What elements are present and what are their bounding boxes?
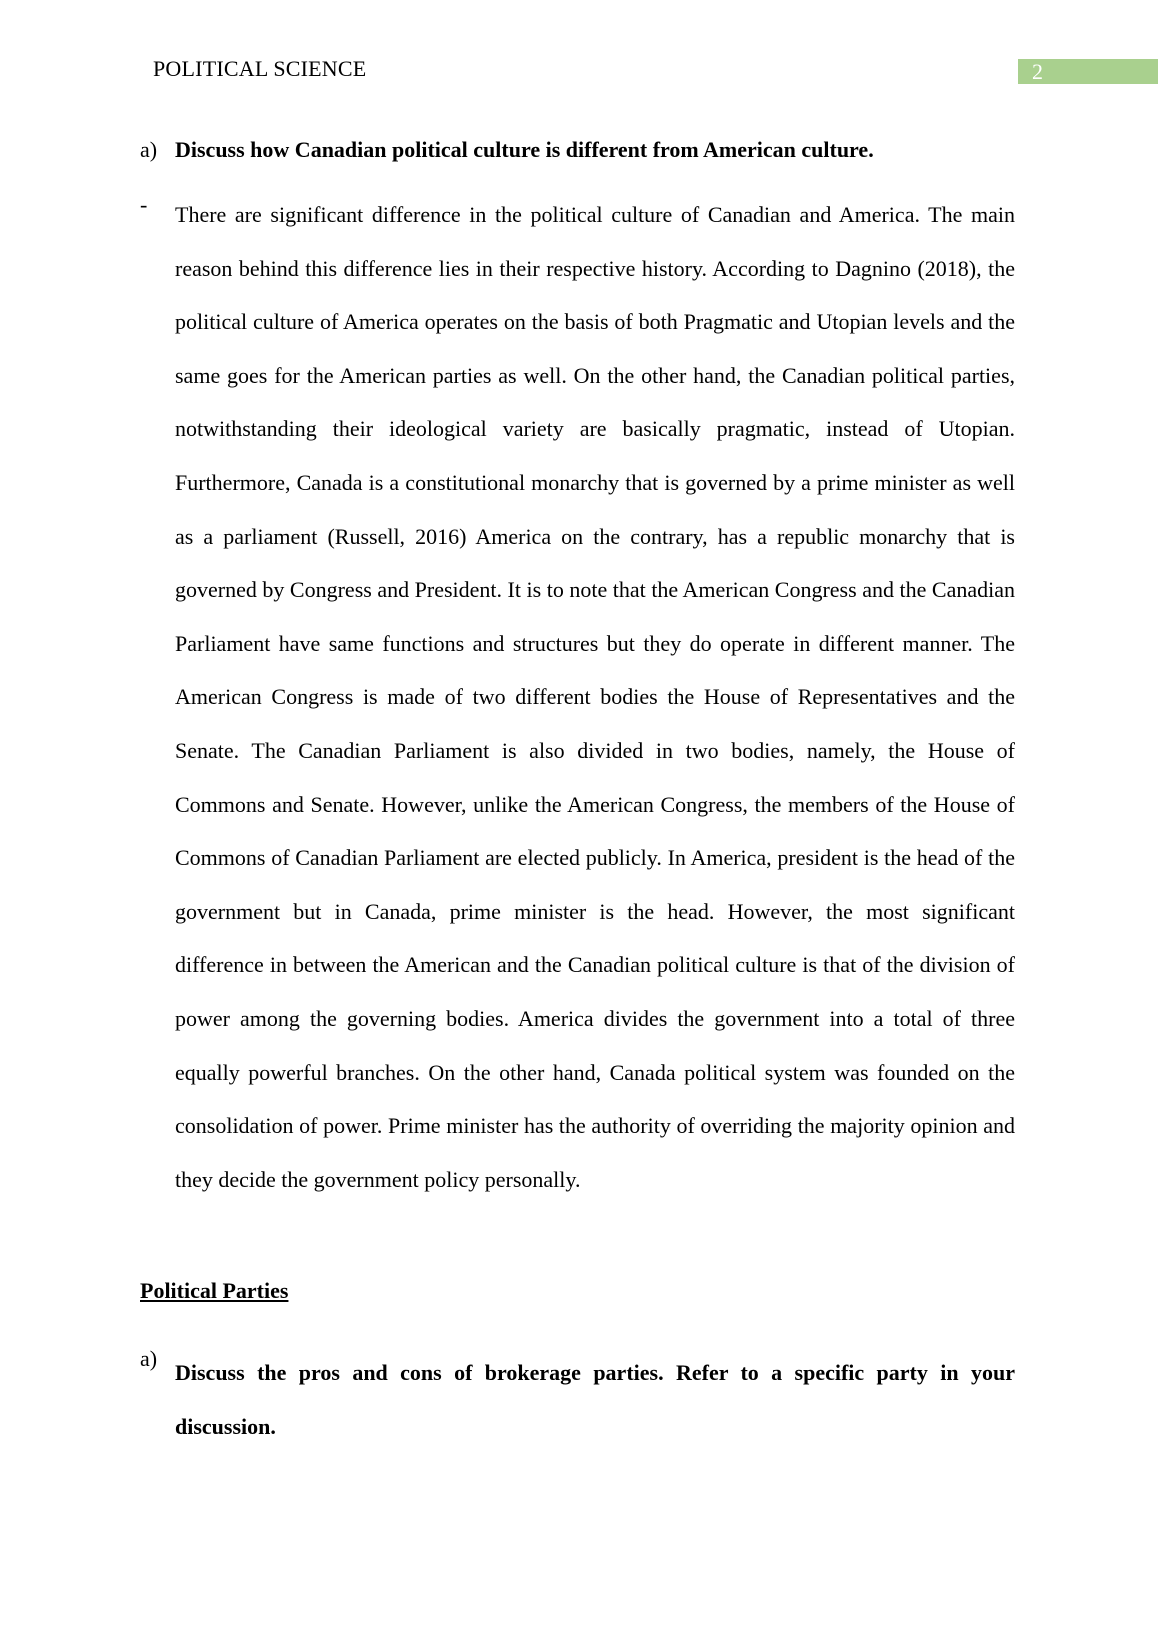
page-header: POLITICAL SCIENCE: [153, 56, 367, 81]
page-number-box: [1018, 59, 1158, 84]
answer-1-paragraph: There are significant difference in the political culture of Canadian and America. The main reason behind this difference lies in their respective history. According to Dagnino (2018), the political culture of America operates on the basis of both Pragmatic and Utopian levels and the same goes for the American parties as well. On the other hand, the Canadian political parties, notwithstanding their ideological variety are basically pragmatic, instead of Utopian. Furthermore, Canada is a constitutional monarchy that is governed by a prime minister as well as a parliament (Russell, 2016) America on the contrary, has a republic monarchy that is governed by Congress and President. It is to note that the American Congress and the Canadian Parliament have same functions and structures but they do operate in different manner. The American Congress is made of two different bodies the House of Representatives and the Senate. The Canadian Parliament is also divided in two bodies, namely, the House of Commons and Senate. However, unlike the American Congress, the members of the House of Commons of Canadian Parliament are elected publicly. In America, president is the head of the government but in Canada, prime minister is the head. However, the most significant difference in between the American and the Canadian political culture is that of the division of power among the governing bodies. America divides the government into a total of three equally powerful branches. On the other hand, Canada political system was founded on the consolidation of power. Prime minister has the authority of overriding the majority opinion and they decide the government policy personally.: [175, 202, 1015, 1192]
question-1-heading: Discuss how Canadian political culture is different from American culture.: [175, 137, 874, 162]
question-2-heading: Discuss the pros and cons of brokerage parties. Refer to a specific party in your discussion.: [175, 1360, 1015, 1439]
page-number: 2: [1032, 59, 1043, 84]
section-title-political-parties: Political Parties: [140, 1278, 289, 1303]
answer-1-marker: -: [140, 192, 148, 217]
question-2-marker: a): [140, 1346, 158, 1371]
question-1-marker: a): [140, 137, 158, 162]
